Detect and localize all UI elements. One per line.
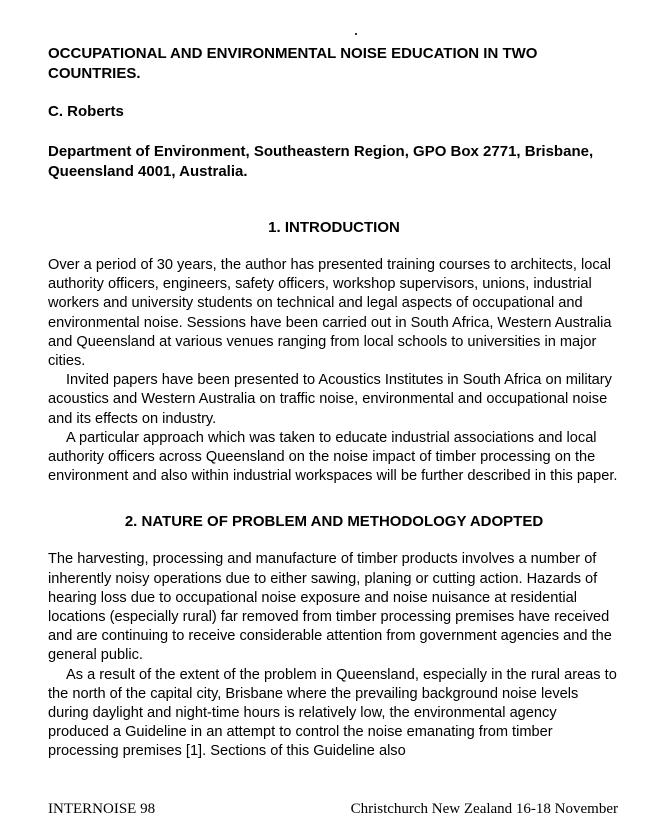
paragraph: A particular approach which was taken to educate industrial associations and local authority officers across Queensland on the noise impact of timber processing on the environment and also within industrial workspaces will be further described in this paper. <box>48 429 618 485</box>
section-heading-methodology: 2. NATURE OF PROBLEM AND METHODOLOGY ADOPTED <box>124 513 544 531</box>
footer-conference: INTERNOISE 98 <box>48 801 156 817</box>
section-heading-introduction: 1. INTRODUCTION <box>268 219 400 236</box>
paragraph: The harvesting, processing and manufacture of timber products involves a number of inherently noisy operations due to either sawing, planing or cutting action. Hazards of hearing loss due to occupational noise exposure and noise nuisance at residential locations (especially rural) far removed from timber processing premises have received and are continuing to receive considerable attention from government agencies and the general public. <box>48 551 612 664</box>
paper-affiliation: Department of Environment, Southeastern Region, GPO Box 2771, Brisbane, Queensland 4001, Australia. <box>48 143 594 180</box>
speck-mark <box>355 33 357 35</box>
paragraph: As a result of the extent of the problem in Queensland, especially in the rural areas to the north of the capital city, Brisbane where the prevailing background noise levels during daylight and night-time hours is relatively low, the environmental agency produced a Guideline in an attempt to control the noise emanating from timber processing premises [1]. Sections of this Guideline also <box>48 666 617 760</box>
paper-page <box>48 44 620 762</box>
paragraph: Over a period of 30 years, the author has presented training courses to architects, local authority officers, engineers, safety officers, workshop supervisors, unions, industrial workers and university students on technical and legal aspects of occupational and environmental noise. Sessions have been carried out in South Africa, Western Australia and Queensland at various venues ranging from local schools to universities in major cities. <box>48 257 612 370</box>
paper-author: C. Roberts <box>48 103 124 120</box>
footer-location-date: Christchurch New Zealand 16-18 November <box>350 801 618 817</box>
paragraph: Invited papers have been presented to Acoustics Institutes in South Africa on military acoustics and Western Australia on traffic noise, environmental and occupational noise and its effects on industry. <box>48 372 612 427</box>
paper-title: OCCUPATIONAL AND ENVIRONMENTAL NOISE EDUCATION IN TWO COUNTRIES. <box>48 45 538 82</box>
